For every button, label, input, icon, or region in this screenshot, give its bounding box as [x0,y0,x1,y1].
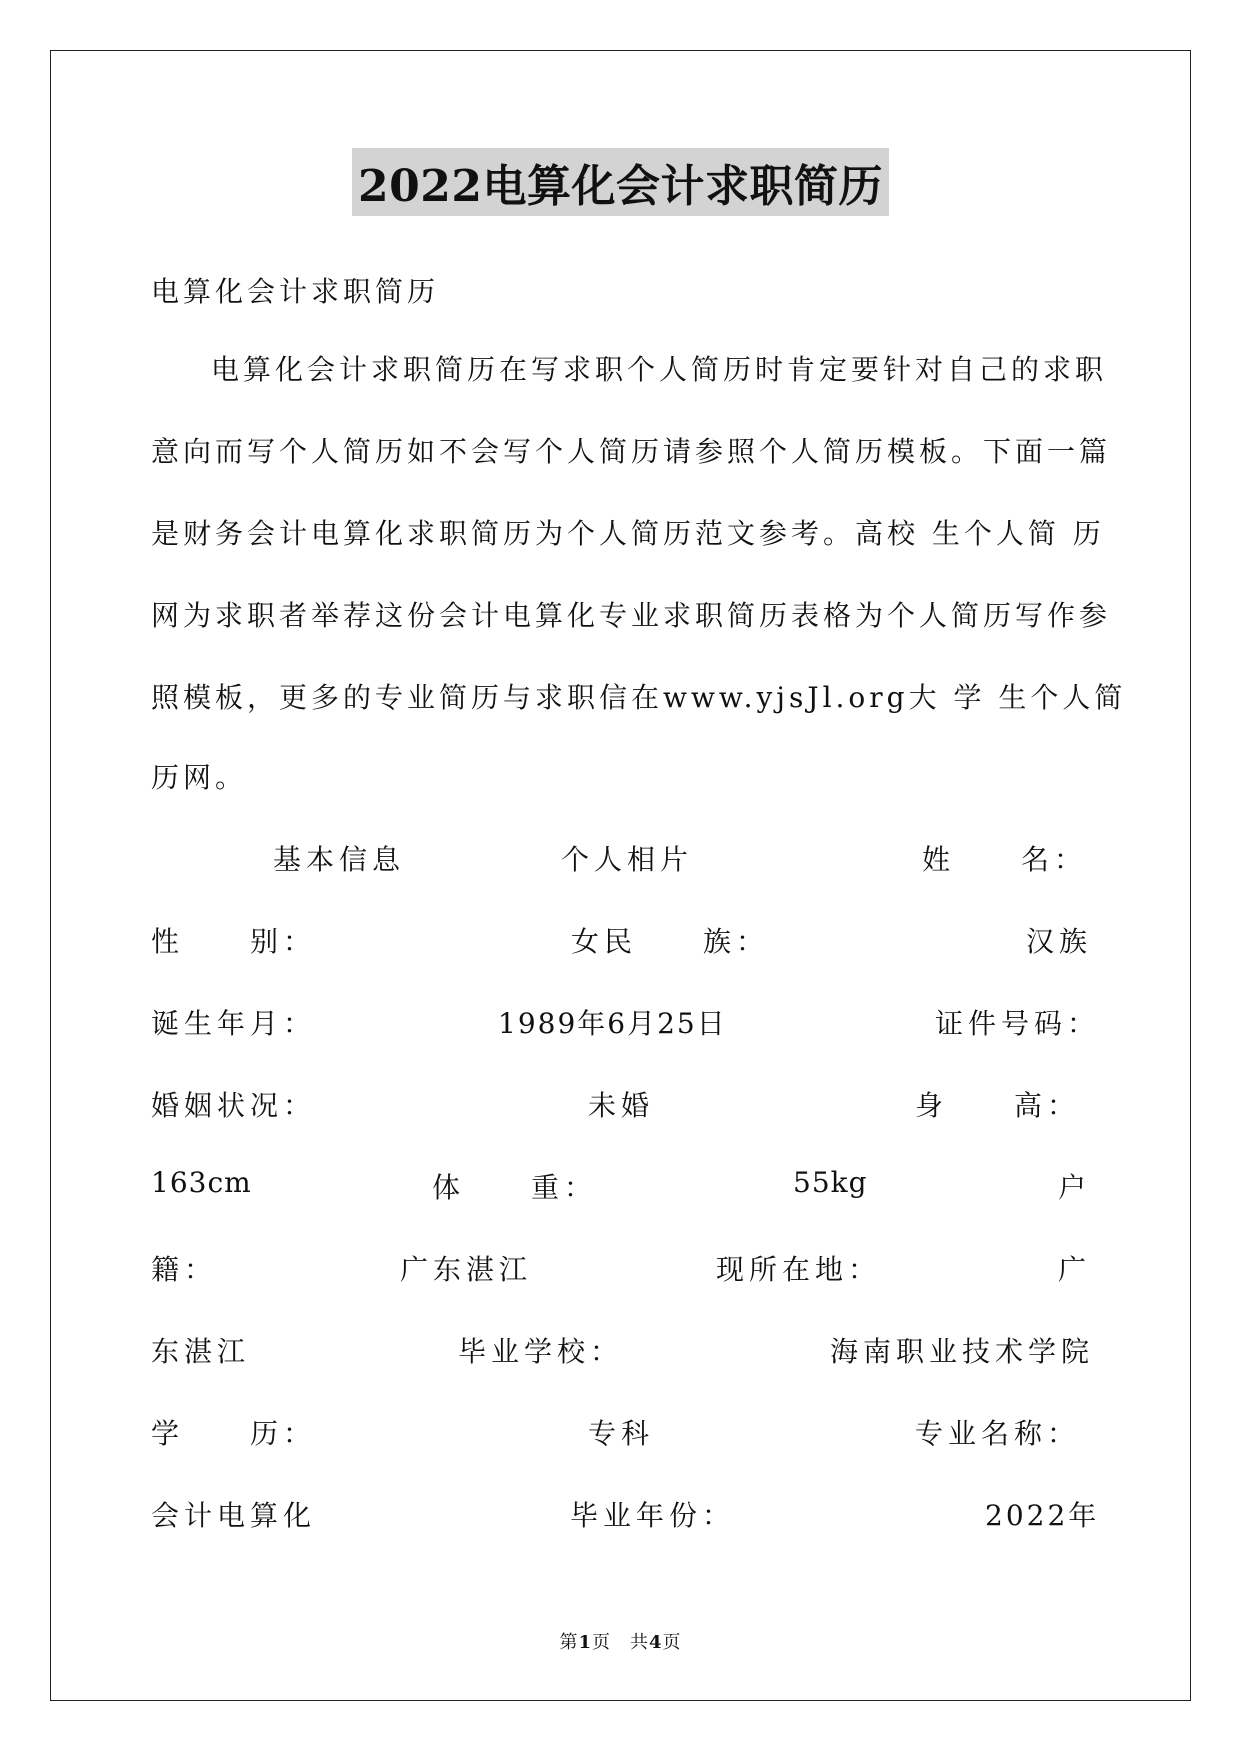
label-height: 身 高： [915,1089,1081,1122]
label-graduate-school: 毕业学校： [458,1335,624,1368]
label-name: 姓 名： [922,843,1088,876]
value-graduation-year: 2022年 [985,1499,1100,1532]
label-photo: 个人相片 [561,843,694,876]
paragraph-line: 意向而写个人简历如不会写个人简历请参照个人简历模板。下面一篇 [151,435,1112,468]
paragraph-line: 是财务会计电算化求职简历为个人简历范文参考。高校 生个人简 历 [151,517,1105,550]
footer-total-pages: 4 [649,1632,663,1653]
label-current-location: 现所在地： [716,1253,882,1286]
value-major: 会计电算化 [151,1499,317,1532]
value-household: 广东湛江 [400,1253,533,1286]
footer-suffix: 页 [662,1632,682,1653]
page-footer [0,1628,1241,1654]
value-marital-status: 未婚 [588,1089,655,1122]
label-major: 专业名称： [915,1417,1081,1450]
footer-mid: 页 共 [592,1632,649,1653]
value-location-end: 东湛江 [151,1335,251,1368]
value-ethnicity: 汉族 [1026,925,1093,958]
footer-page-number: 1 [578,1632,592,1653]
label-weight: 体 重： [432,1171,598,1204]
label-household-end: 籍： [151,1253,218,1286]
paragraph-line: 电算化会计求职简历在写求职个人简历时肯定要针对自己的求职 [211,353,1108,386]
label-id-number: 证件号码： [935,1007,1101,1040]
paragraph-line: 照模板，更多的专业简历与求职信在www.yjsJl.org大 学 生个人简 [151,681,1127,714]
label-household-start: 户 [1058,1171,1092,1204]
page-title: 2022电算化会计求职简历 [352,148,889,216]
value-education: 专科 [588,1417,655,1450]
value-location-start: 广 [1058,1253,1092,1286]
label-basic-info: 基本信息 [273,843,406,876]
paragraph-line: 历网。 [151,761,248,794]
label-education: 学 历： [151,1417,317,1450]
value-weight: 55kg [793,1166,868,1199]
label-gender: 性 别： [151,925,317,958]
paragraph-line: 网为求职者举荐这份会计电算化专业求职简历表格为个人简历写作参 [151,599,1112,632]
footer-prefix: 第 [559,1632,579,1653]
value-height: 163cm [151,1166,252,1199]
value-birth-date: 1989年6月25日 [498,1007,727,1040]
label-graduation-year: 毕业年份： [570,1499,736,1532]
title-container [0,148,1241,216]
gender-and-ethnicity: 女民 族： [571,925,770,958]
subtitle: 电算化会计求职简历 [151,275,440,308]
label-birth-date: 诞生年月： [151,1007,317,1040]
label-marital-status: 婚姻状况： [151,1089,317,1122]
value-graduate-school: 海南职业技术学院 [830,1335,1095,1368]
